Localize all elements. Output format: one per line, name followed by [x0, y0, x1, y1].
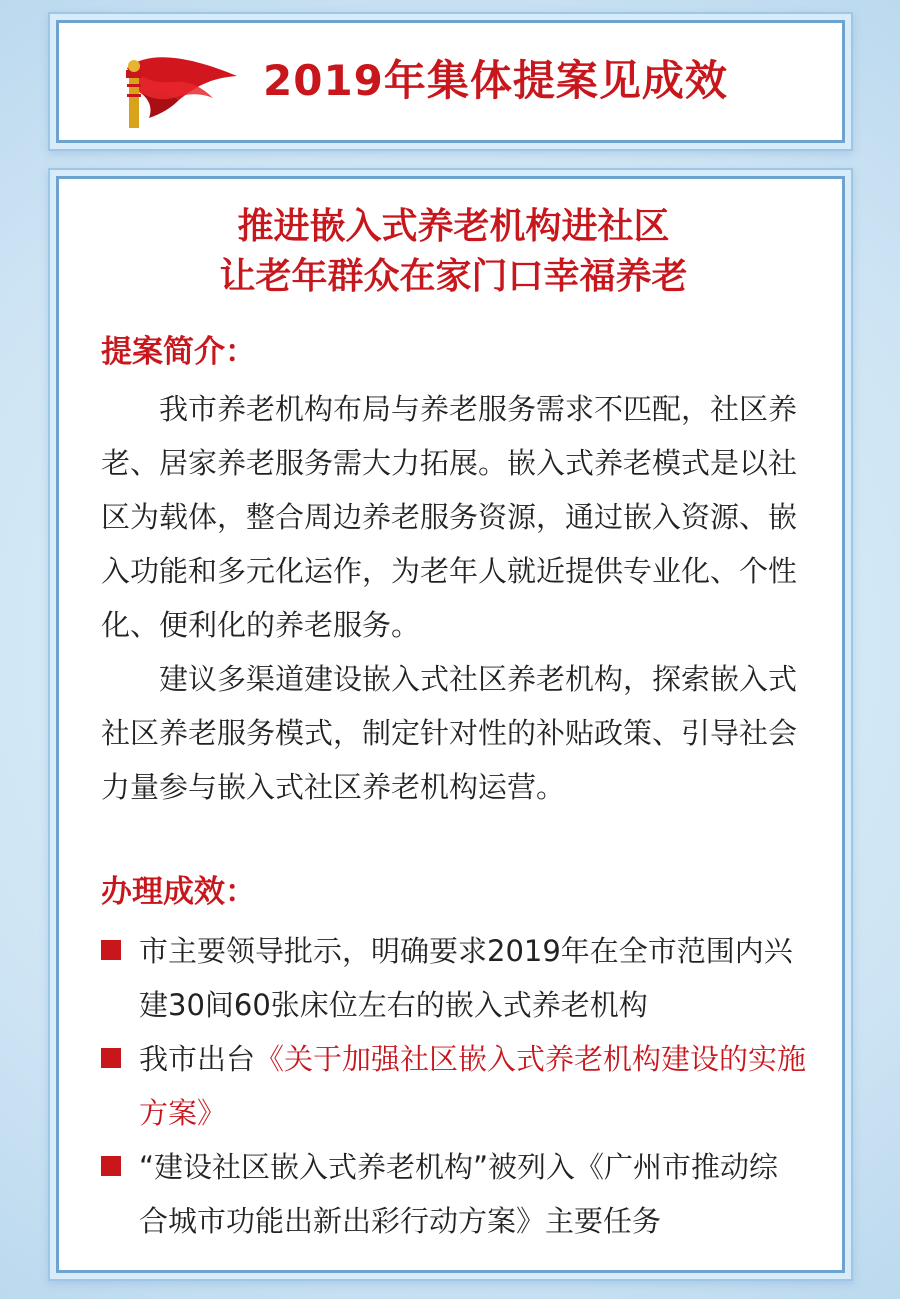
results-heading: 办理成效：: [101, 874, 256, 910]
result-text: 市主要领导批示，明确要求2019年在全市范围内兴建30间60张床位左右的嵌入式养老机构: [139, 934, 793, 1022]
policy-document-title: 《关于加强社区嵌入式养老机构建设的实施方案》: [139, 1042, 807, 1130]
list-item: [101, 1032, 807, 1140]
main-panel: [56, 176, 845, 1273]
page-title: 2019年集体提案见成效: [263, 56, 728, 105]
result-text-prefix: 我市出台: [139, 1042, 256, 1076]
list-item: [101, 924, 807, 1032]
square-bullet-icon: [101, 940, 121, 960]
square-bullet-icon: [101, 1156, 121, 1176]
header-panel: [56, 20, 845, 143]
proposal-title-line1: 推进嵌入式养老机构进社区: [237, 206, 670, 247]
summary-paragraph-1: 我市养老机构布局与养老服务需求不匹配，社区养老、居家养老服务需大力拓展。嵌入式养老模式是以社区为载体，整合周边养老服务资源，通过嵌入资源、嵌入功能和多元化运作，为老年人就近提供专业化、个性化、便利化的养老服务。: [101, 392, 798, 642]
results-list: [101, 924, 807, 1248]
flag-banner-icon: [109, 48, 239, 128]
result-text: “建设社区嵌入式养老机构”被列入《广州市推动综合城市功能出新出彩行动方案》主要任务: [139, 1150, 779, 1238]
square-bullet-icon: [101, 1048, 121, 1068]
proposal-title-line2: 让老年群众在家门口幸福养老: [219, 256, 688, 297]
summary-paragraph-2: 建议多渠道建设嵌入式社区养老机构，探索嵌入式社区养老服务模式，制定针对性的补贴政策、引导社会力量参与嵌入式社区养老机构运营。: [101, 662, 798, 804]
summary-heading: 提案简介：: [101, 334, 256, 370]
list-item: [101, 1140, 807, 1248]
